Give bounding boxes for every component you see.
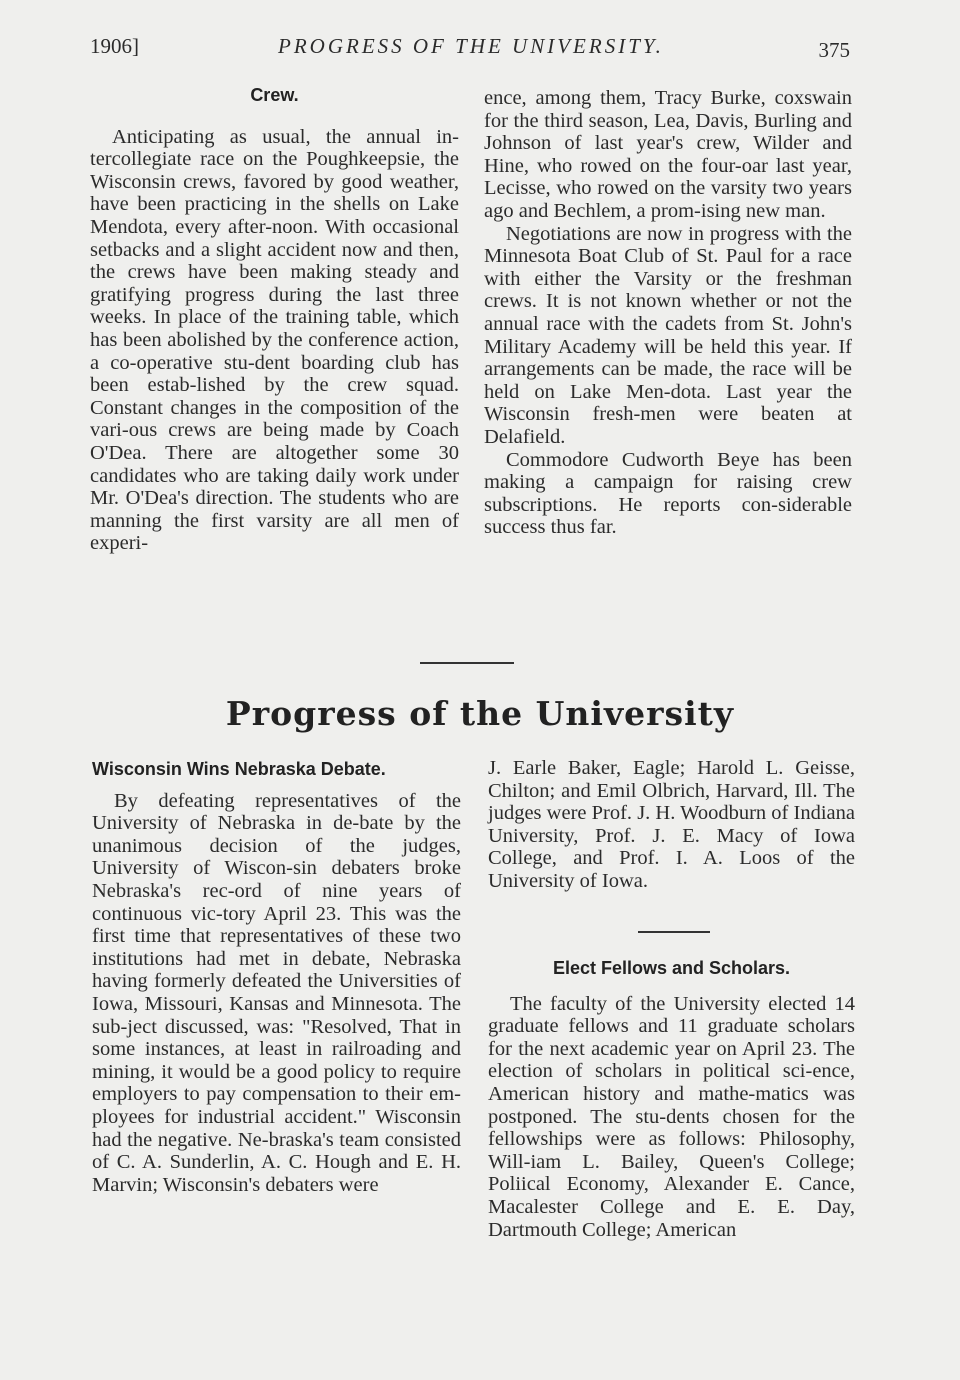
section-title: Progress of the University: [225, 694, 735, 733]
debate-right-column: [488, 757, 855, 893]
fellows-heading: Elect Fellows and Scholars.: [552, 958, 791, 978]
debate-left-column: [92, 758, 461, 1196]
crew-paragraph-3: Negotiations are now in progress with the Minnesota Boat Club of St. Paul for a race with either the Varsity or the freshman crews. It is not known whether or not the annual race with the cadets from St. John's Military Academy will be held this year. If arrangements can be made, the race will be held on Lake Men-dota. Last year the Wisconsin fresh-men were beaten at Delafield.: [484, 222, 852, 448]
crew-heading: Crew.: [250, 85, 299, 105]
debate-paragraph-2: J. Earle Baker, Eagle; Harold L. Geisse, Chilton; and Emil Olbrich, Harvard, Ill. The judges were Prof. J. H. Woodburn of Indiana University, Prof. J. E. Macy of Iowa College, and Prof. I. A. Loos of the University of Iowa.: [488, 757, 855, 892]
running-header: [0, 34, 960, 64]
header-year: 1906]: [90, 34, 139, 58]
crew-paragraph-2: ence, among them, Tracy Burke, coxswain for the third season, Lea, Davis, Burling and Johnson of last year's crew, Wilder and Hine, who rowed on the four-oar last year, Lecisse, who rowed on the varsity two years ago and Bechlem, a prom-ising new man.: [484, 87, 852, 222]
debate-heading: Wisconsin Wins Nebraska Debate.: [92, 759, 386, 779]
subsection-divider: [638, 931, 710, 933]
section-divider: [420, 662, 514, 664]
fellows-paragraph: The faculty of the University elected 14 graduate fellows and 11 graduate scholars for the next academic year on April 23. The election of scholars in political sci-ence, American history and mathe-matics was postponed. The stu-dents chosen for the fellowships were as follows: Philosophy, Will-iam L. Bailey, Queen's College; Poliical Economy, Alexander E. Cance, Macalester College and E. E. Day, Dartmouth College; American: [488, 992, 855, 1241]
page-number: 375: [818, 38, 850, 62]
debate-paragraph-1: By defeating representatives of the University of Nebraska in de-bate by the unanimous decision of the judges, University of Wiscon-sin debaters broke Nebraska's rec-ord of nine years of continuous vic-tory April 23. This was the first time that representatives of these two institutions had met in debate, Nebraska having formerly defeated the Universities of Iowa, Missouri, Kansas and Minnesota. The sub-ject discussed, was: "Resolved, That in some instances, at least in railroading and mining, it would be a good policy to require employers to pay compensation to their em-ployees for industrial accident." Wisconsin had the negative. Ne-braska's team consisted of C. A. Sunderlin, A. C. Hough and E. H. Marvin; Wisconsin's debaters were: [92, 789, 461, 1196]
fellows-column: [488, 957, 855, 1241]
crew-paragraph-4: Commodore Cudworth Beye has been making a campaign for raising crew subscriptions. He reports con-siderable success thus far.: [484, 448, 852, 539]
crew-paragraph-1: Anticipating as usual, the annual in-tercollegiate race on the Poughkeepsie, the Wisconsin crews, favored by good weather, have been practicing in the shells on Lake Mendota, every after-noon. With occasional setbacks and a slight accident now and then, the crews have been making steady and gratifying progress during the last three weeks. In place of the training table, which has been abolished by the conference action, a co-operative stu-dent boarding club has been estab-lished by the crew squad. Constant changes in the composition of the vari-ous crews are being made by Coach O'Dea. There are altogether some 30 candidates who are taking daily work under Mr. O'Dea's direction. The students who are manning the first varsity are all men of experi-: [90, 125, 459, 555]
crew-left-column: [90, 84, 459, 555]
crew-right-column: [484, 87, 852, 539]
header-title: PROGRESS OF THE UNIVERSITY.: [278, 34, 664, 58]
